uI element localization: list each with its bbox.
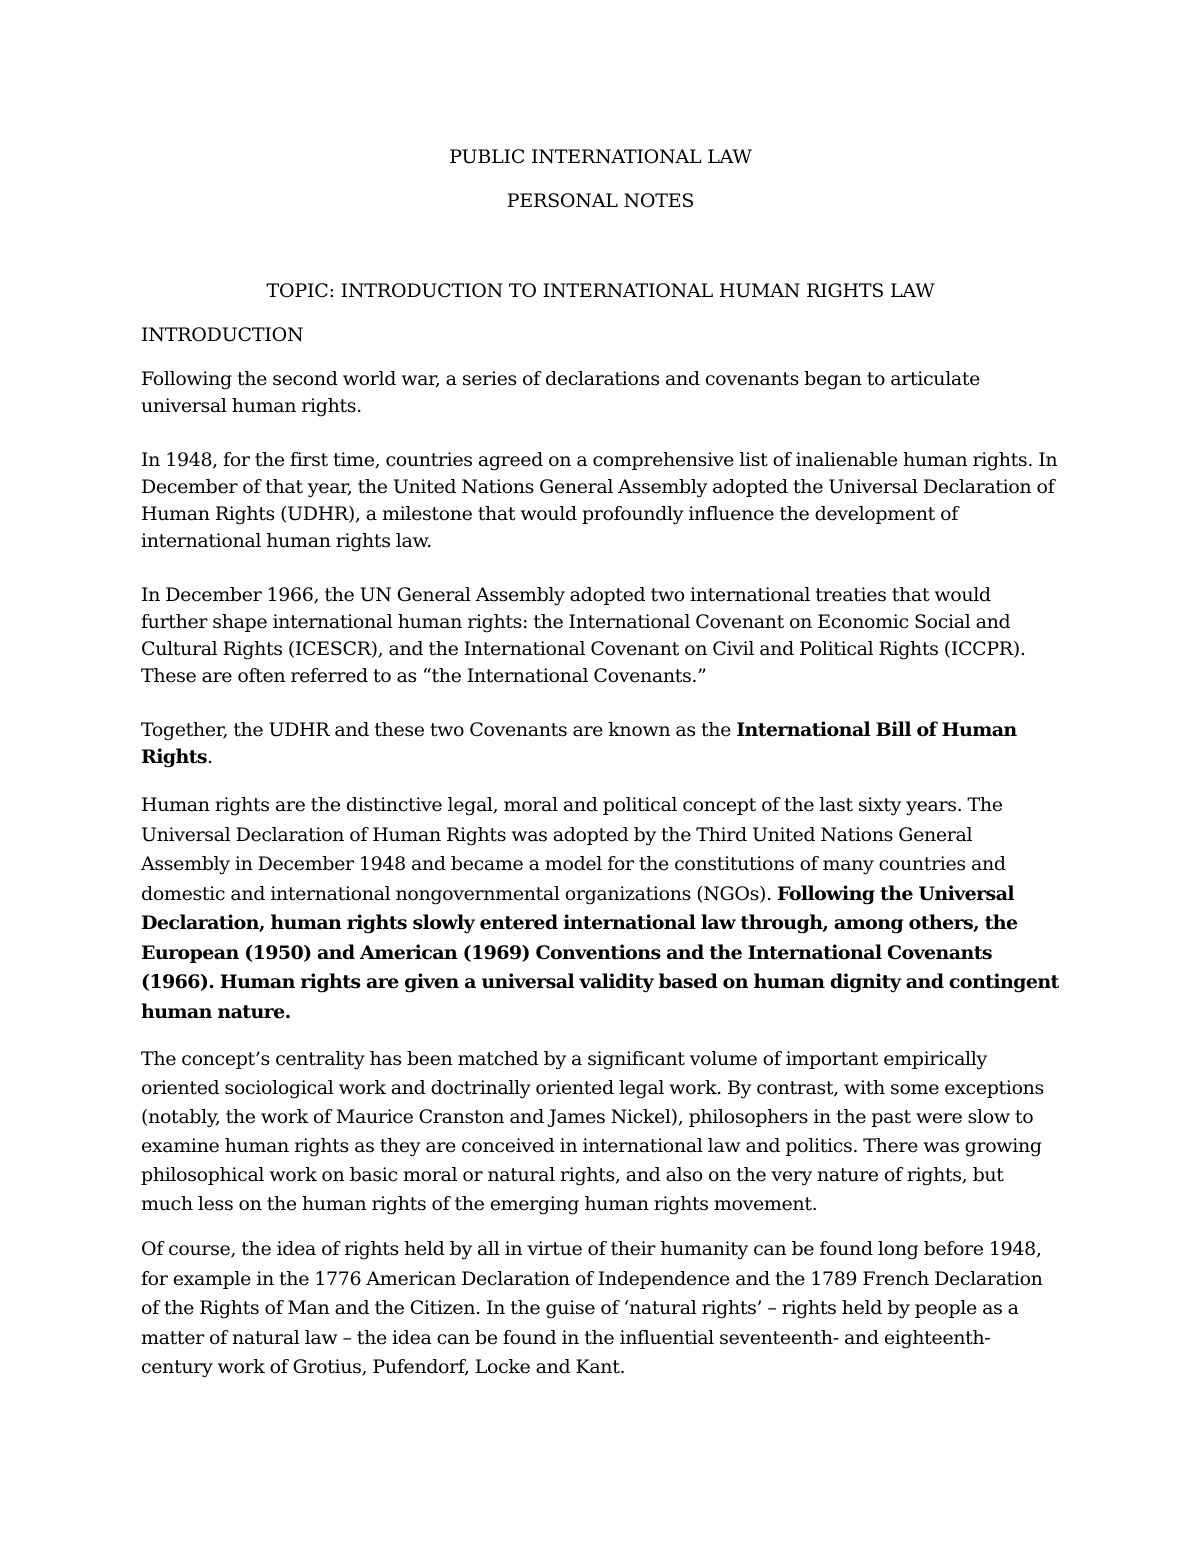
paragraph-7: Of course, the idea of rights held by all in virtue of their humanity can be found long before 1948, for example in the 1776 American Declaration of Independence and the 1789 French Declaration of the Rights of Man and the Citizen. In the guise of ‘natural rights’ – rights held by people as a matter of natural law – the idea can be found in the influential seventeenth- and eighteenth-century work of Grotius, Pufendorf, Locke and Kant. bbox=[141, 1238, 1043, 1378]
paragraph-2: In 1948, for the first time, countries agreed on a comprehensive list of inalienable human rights. In December of that year, the United Nations General Assembly adopted the Universal Declaration of Human Rights (UDHR), a milestone that would profoundly influence the development of international human rights law. bbox=[141, 449, 1058, 552]
paragraph-4 bbox=[141, 717, 1060, 771]
paragraph-1: Following the second world war, a series of declarations and covenants began to articulate universal human rights. bbox=[141, 368, 981, 417]
paragraph-5 bbox=[141, 791, 1060, 1027]
paragraph-4-end: . bbox=[206, 746, 213, 768]
paragraph-5-bold-text: Following the Universal Declaration, human rights slowly entered international law through, among others, the European (1950) and American (1969) Conventions and the International Covenants (1966). Human rights are given a universal validity based on human dignity and contingent human nature. bbox=[141, 882, 1059, 1023]
paragraph-4-text: Together, the UDHR and these two Covenants are known as the bbox=[141, 719, 737, 741]
paragraph-5-text: Human rights are the distinctive legal, moral and political concept of the last sixty years. The Universal Declaration of Human Rights was adopted by the Third United Nations General Assembly in December 1948 and became a model for the constitutions of many countries and domestic and international nongovernmental organizations (NGOs). bbox=[141, 794, 1006, 905]
section-heading: INTRODUCTION bbox=[141, 324, 304, 346]
document-title: PUBLIC INTERNATIONAL LAW bbox=[449, 146, 752, 168]
topic-heading: TOPIC: INTRODUCTION TO INTERNATIONAL HUMAN RIGHTS LAW bbox=[266, 280, 935, 302]
paragraph-4-bold-term: International Bill of Human Rights bbox=[141, 719, 1017, 768]
paragraph-6: The concept’s centrality has been matched by a significant volume of important empirically oriented sociological work and doctrinally oriented legal work. By contrast, with some exceptions (notably, the work of Maurice Cranston and James Nickel), philosophers in the past were slow to examine human rights as they are conceived in international law and politics. There was growing philosophical work on basic moral or natural rights, and also on the very nature of rights, but much less on the human rights of the emerging human rights movement. bbox=[141, 1048, 1044, 1215]
document-subtitle: PERSONAL NOTES bbox=[506, 190, 695, 212]
paragraph-3: In December 1966, the UN General Assembly adopted two international treaties that would further shape international human rights: the International Covenant on Economic Social and Cultural Rights (ICESCR), and the International Covenant on Civil and Political Rights (ICCPR). These are often referred to as “the International Covenants.” bbox=[141, 584, 1026, 687]
